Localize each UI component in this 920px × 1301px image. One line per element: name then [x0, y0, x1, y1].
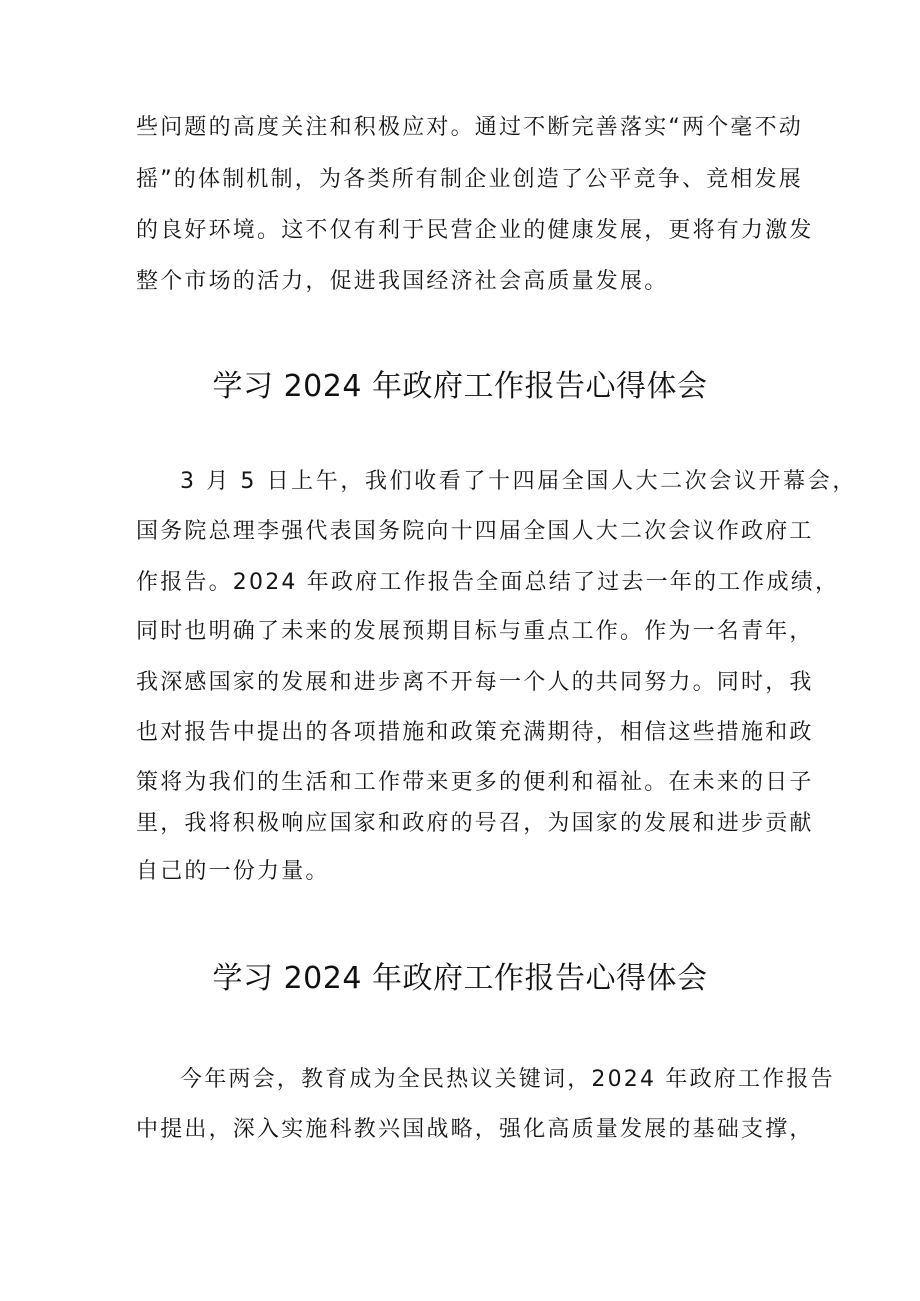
- paragraph-line: 自己的一份力量。: [136, 859, 330, 884]
- paragraph-line: 同时也明确了未来的发展预期目标与重点工作。作为一名青年，: [136, 619, 814, 644]
- paragraph-line: 摇”的体制机制，为各类所有制企业创造了公平竞争、竞相发展: [136, 167, 803, 192]
- paragraph-line: 中提出，深入实施科教兴国战略，强化高质量发展的基础支撑，: [136, 1117, 814, 1142]
- paragraph-line: 的良好环境。这不仅有利于民营企业的健康发展，更将有力激发: [136, 218, 814, 243]
- paragraph-line: 策将为我们的生活和工作带来更多的便利和福祉。在未来的日子: [136, 770, 814, 795]
- paragraph-line: 整个市场的活力，促进我国经济社会高质量发展。: [136, 269, 669, 294]
- paragraph-line: 些问题的高度关注和积极应对。通过不断完善落实“两个毫不动: [136, 115, 803, 140]
- paragraph-line: 我深感国家的发展和进步离不开每一个人的共同努力。同时，我: [136, 670, 814, 695]
- paragraph-line: 里，我将积极响应国家和政府的号召，为国家的发展和进步贡献: [136, 811, 814, 836]
- paragraph-line: 3 月 5 日上午，我们收看了十四届全国人大二次会议开幕会，: [180, 469, 857, 494]
- paragraph-line: 今年两会，教育成为全民热议关键词，2024 年政府工作报告: [180, 1067, 835, 1092]
- section-heading: 学习 2024 年政府工作报告心得体会: [212, 369, 708, 404]
- paragraph-line: 也对报告中提出的各项措施和政策充满期待，相信这些措施和政: [136, 720, 814, 745]
- paragraph-line: 国务院总理李强代表国务院向十四届全国人大二次会议作政府工: [136, 519, 814, 544]
- section-heading: 学习 2024 年政府工作报告心得体会: [212, 961, 708, 996]
- paragraph-line: 作报告。2024 年政府工作报告全面总结了过去一年的工作成绩，: [136, 570, 840, 595]
